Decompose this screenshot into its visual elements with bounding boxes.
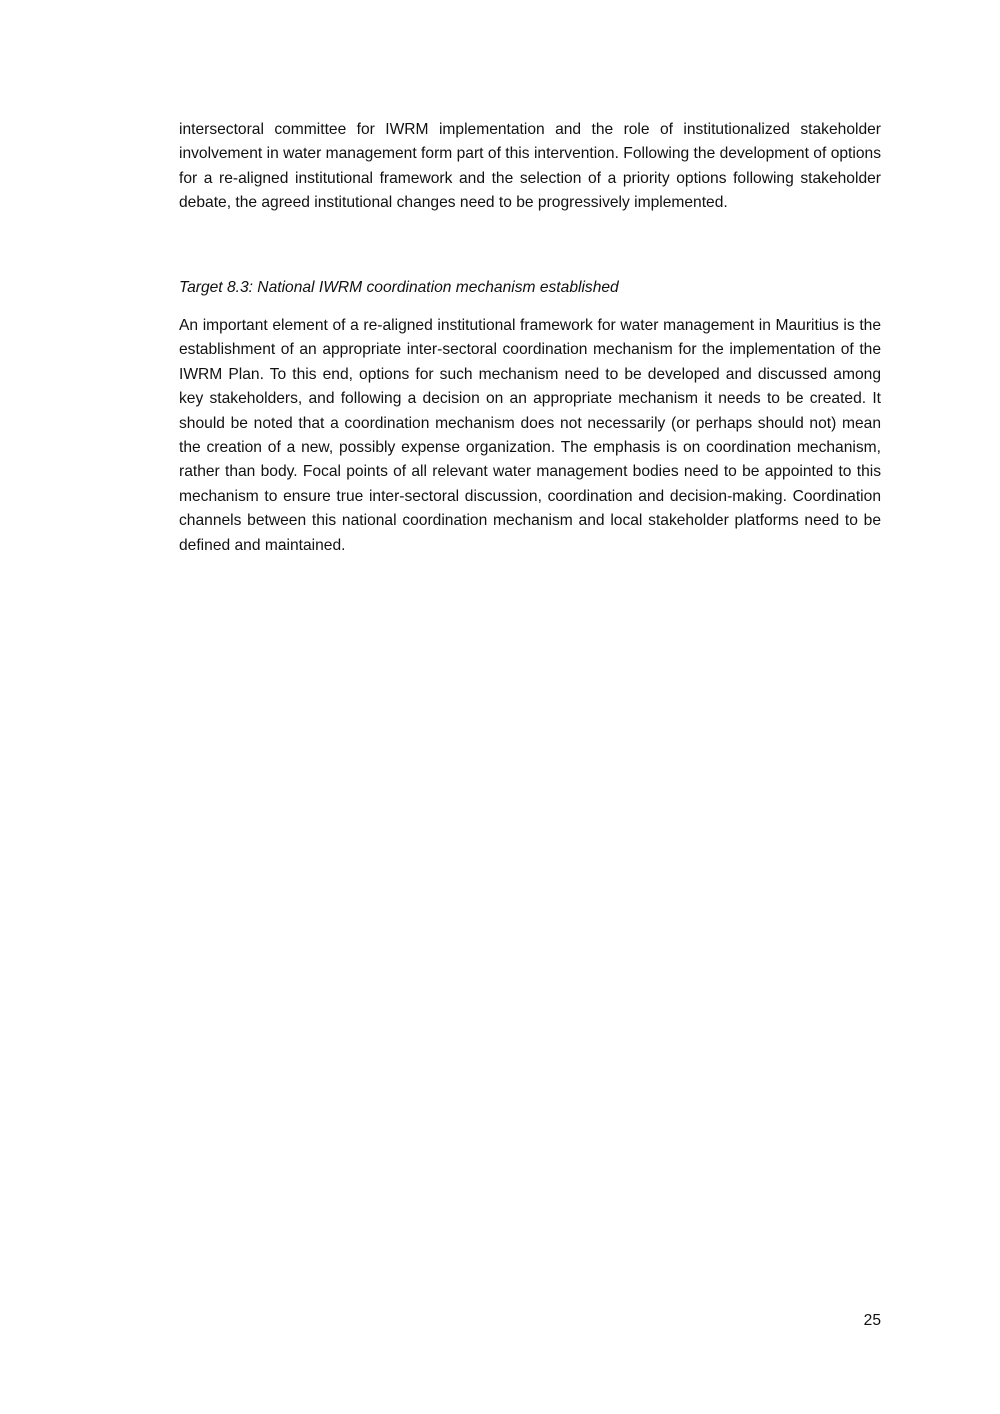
paragraph-intervention-continuation: intersectoral committee for IWRM implementation and the role of institutionalized stakeholder involvement in water management form part of this intervention. Following the development of options for a re-aligned institutional framework and the selection of a priority options following stakeholder debate, the agreed institutional changes need to be progressively implemented. (179, 121, 881, 212)
page-number: 25 (863, 1312, 881, 1329)
paragraph-coordination-mechanism: An important element of a re-aligned institutional framework for water management in Mauritius is the establishment of an appropriate inter-sectoral coordination mechanism for the implementation of the IWRM Plan. To this end, options for such mechanism need to be developed and discussed among key stakeholders, and following a decision on an appropriate mechanism it needs to be created. It should be noted that a coordination mechanism does not necessarily (or perhaps should not) mean the creation of a new, possibly expense organization. The emphasis is on coordination mechanism, rather than body. Focal points of all relevant water management bodies need to be appointed to this mechanism to ensure true inter-sectoral discussion, coordination and decision-making. Coordination channels between this national coordination mechanism and local stakeholder platforms need to be defined and maintained. (179, 317, 881, 554)
target-heading: Target 8.3: National IWRM coordination mechanism established (179, 278, 619, 296)
page-content (179, 118, 881, 558)
